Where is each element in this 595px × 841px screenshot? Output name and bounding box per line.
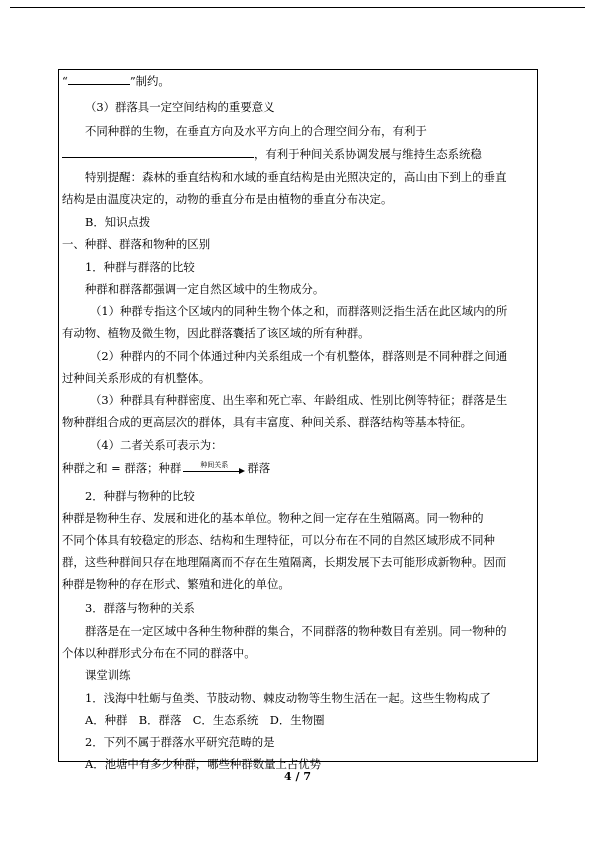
text-line: （2）种群内的不同个体通过种内关系组成一个有机整体，群落则是不同种群之间通 xyxy=(90,349,508,363)
answer-options: A．种群 B．群落 C．生态系统 D．生物圈 xyxy=(85,713,325,727)
arrow-label: 种间关系 xyxy=(200,460,229,469)
relation-formula: 种群之和 = 群落；种群 种间关系 群落 xyxy=(62,461,270,477)
page-number: 4 / 7 xyxy=(284,770,311,783)
section-label: B．知识点拨 xyxy=(85,215,151,229)
header-rule xyxy=(10,7,585,8)
text-line: ，有利于种间关系协调发展与维持生态系统稳 xyxy=(62,147,482,162)
text-line: 种群是物种生存、发展和进化的基本单位。物种之间一定存在生殖隔离。同一物种的 xyxy=(62,511,484,525)
section-label: 课堂训练 xyxy=(85,668,131,682)
text-line: 有动物、植物及微生物，因此群落囊括了该区域的所有种群。 xyxy=(62,326,370,340)
subsection-heading: 2．种群与物种的比较 xyxy=(85,489,195,503)
subsection-heading: 3．群落与物种的关系 xyxy=(85,601,195,615)
text-line: 特别提醒：森林的垂直结构和水域的垂直结构是由光照决定的，高山由下到上的垂直 xyxy=(85,170,507,184)
text-line: 个体以种群形式分布在不同的群落中。 xyxy=(62,646,256,660)
text-line: （3）群落具一定空间结构的重要意义 xyxy=(85,100,275,114)
text-line: “ ”制约。 xyxy=(62,74,170,88)
text-line: 群落是在一定区域中各种生物种群的集合，不同群落的物种数目有差别。同一物种的 xyxy=(85,624,507,638)
question: 2．下列不属于群落水平研究范畴的是 xyxy=(85,735,275,749)
fill-blank xyxy=(62,147,254,158)
text-line: 不同个体具有较稳定的形态、结构和生理特征，可以分布在不同的自然区域形成不同种 xyxy=(62,533,495,547)
section-heading: 一、种群、群落和物种的区别 xyxy=(62,237,211,251)
text-line: 群，这些种群间只存在地理隔离而不存在生殖隔离，长期发展下去可能形成新物种。因而 xyxy=(62,555,507,569)
text-line: 物种群组合成的更高层次的群体，具有丰富度、种间关系、群落结构等基本特征。 xyxy=(62,415,473,429)
question: 1．浅海中牡蛎与鱼类、节肢动物、棘皮动物等生物生活在一起。这些生物构成了 xyxy=(85,691,491,705)
text-line: 种群和群落都强调一定自然区域中的生物成分。 xyxy=(85,282,325,296)
answer-option: A．池塘中有多少种群，哪些种群数量上占优势 xyxy=(85,757,322,771)
subsection-heading: 1．种群与群落的比较 xyxy=(85,260,195,274)
text-line: 过种间关系形成的有机整体。 xyxy=(62,371,211,385)
text-line: （3）种群具有种群密度、出生率和死亡率、年龄组成、性别比例等特征；群落是生 xyxy=(90,393,508,407)
text-line: 种群是物种的存在形式、繁殖和进化的单位。 xyxy=(62,577,290,591)
text-line: 结构是由温度决定的，动物的垂直分布是由植物的垂直分布决定。 xyxy=(62,192,393,206)
text-line: （1）种群专指这个区域内的同种生物个体之和，而群落则泛指生活在此区域内的所 xyxy=(90,304,508,318)
right-arrow-icon xyxy=(183,462,245,477)
text-line: （4）二者关系可表示为： xyxy=(90,438,223,452)
fill-blank xyxy=(68,74,130,85)
text-line: 不同种群的生物，在垂直方向及水平方向上的合理空间分布，有利于 xyxy=(85,124,427,138)
